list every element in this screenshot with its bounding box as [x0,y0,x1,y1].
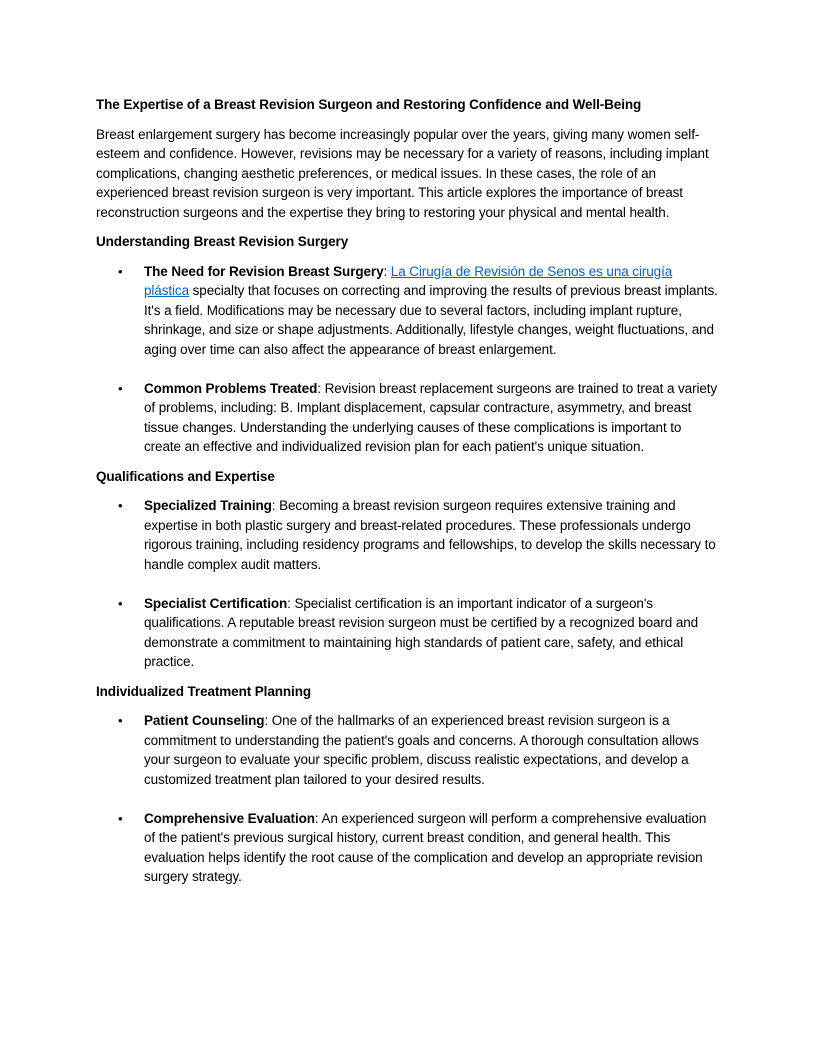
list-item [96,711,720,789]
bullet-icon: • [118,595,123,611]
bullet-icon: • [118,263,123,279]
bullet-lead: Specialist Certification [144,595,288,611]
list-item [96,809,720,887]
bullet-lead: Common Problems Treated [144,380,318,396]
bullet-separator: : [314,810,322,826]
bullet-text: Specialist certification is an important indicator of a surgeon's qualifications. A reputable breast revision surgeon must be certified by a recognized board and demonstrate a commitment to maintaining high standards of patient care, safety, and ethical practice. [144,595,699,669]
bullet-icon: • [118,713,123,728]
document-title: The Expertise of a Breast Revision Surgeon and Restoring Confidence and Well-Being [96,97,642,112]
list-item [96,379,720,457]
bullet-text: One of the hallmarks of an experienced breast revision surgeon is a commitment to understanding the patient's goals and concerns. A thorough consultation allows your surgeon to evaluate your specific problem, discuss realistic expectations, and develop a customized treatment plan tailored to your desired results. [144,713,699,787]
section-heading-understanding: Understanding Breast Revision Surgery [96,234,349,249]
bullet-list [96,262,720,457]
list-item [96,594,720,672]
bullet-icon: • [118,380,123,396]
bullet-separator: : [287,595,295,611]
bullet-separator: : [271,498,280,513]
bullet-text: An experienced surgeon will perform a comprehensive evaluation of the patient's previous surgical history, current breast condition, and general health. This evaluation helps identify the root cause of the complication and develop an appropriate revision surgery strategy. [144,810,707,884]
bullet-separator: : [317,380,325,396]
section-heading-qualifications: Qualifications and Expertise [96,468,275,484]
bullet-lead: Comprehensive Evaluation [144,810,315,826]
bullet-separator: : [264,713,272,728]
bullet-text: Revision breast replacement surgeons are trained to treat a variety of problems, including: B. Implant displacement, capsular contracture, asymmetry, and breast tissue changes. Understanding the underlying causes of these complications is important to create an effective and individualized revision plan for each patient's unique situation. [144,380,718,454]
bullet-separator: : [383,263,391,279]
list-item [96,262,720,360]
bullet-lead: The Need for Revision Breast Surgery [144,263,384,279]
document-page [96,95,720,897]
bullet-text: Becoming a breast revision surgeon requires extensive training and expertise in both plastic surgery and breast-related procedures. These professionals undergo rigorous training, including residency programs and fellowships, to develop the skills necessary to handle complex audit matters. [144,498,716,572]
list-item [96,496,720,574]
bullet-list [96,496,720,672]
section-heading-treatment-planning: Individualized Treatment Planning [96,683,311,699]
bullet-lead: Specialized Training [144,498,272,513]
bullet-icon: • [118,810,123,826]
bullet-lead: Patient Counseling [144,713,265,728]
bullet-text: specialty that focuses on correcting and improving the results of previous breast implants. It's a field. Modifications may be necessary due to several factors, including implant rupture, shrinkage, and size or shape adjustments. Additionally, lifestyle changes, weight fluctuations, and aging over time can also affect the appearance of breast enlargement. [144,283,718,357]
bullet-list [96,711,720,887]
intro-paragraph: Breast enlargement surgery has become increasingly popular over the years, giving many women self-esteem and confidence. However, revisions may be necessary for a variety of reasons, including implant complications, changing aesthetic preferences, or medical issues. In these cases, the role of an experienced breast revision surgeon is very important. This article explores the importance of breast reconstruction surgeons and the expertise they bring to restoring your physical and mental health. [96,126,709,220]
revision-surgery-link[interactable]: La Cirugía de Revisión de Senos es una cirugía plástica [144,263,673,298]
bullet-icon: • [118,498,123,513]
